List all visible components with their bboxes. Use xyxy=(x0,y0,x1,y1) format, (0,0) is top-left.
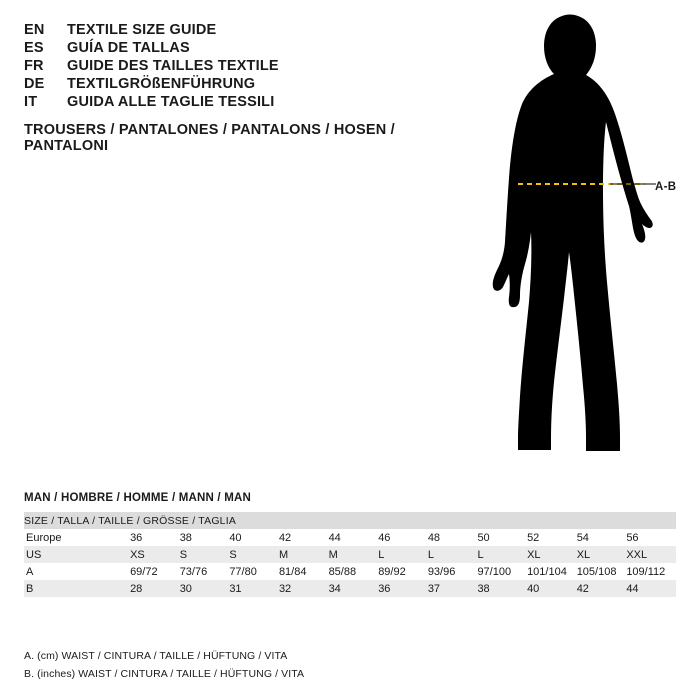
table-header-row xyxy=(24,512,676,529)
cell-value: 85/88 xyxy=(329,563,379,580)
cell-value: 40 xyxy=(229,529,279,546)
cell-value: 48 xyxy=(428,529,478,546)
cell-value: L xyxy=(378,546,428,563)
cell-value: 36 xyxy=(130,529,180,546)
cell-value: 81/84 xyxy=(279,563,329,580)
cell-value: S xyxy=(229,546,279,563)
size-table-section xyxy=(24,492,676,597)
cell-value: 42 xyxy=(577,580,627,597)
cell-value: L xyxy=(477,546,527,563)
measure-label-ab: A-B xyxy=(655,181,677,193)
table-gender-line: MAN / HOMBRE / HOMME / MANN / MAN xyxy=(24,492,252,504)
language-title: GUÍA DE TALLAS xyxy=(67,40,190,56)
language-code: FR xyxy=(24,58,44,74)
cell-value: XS xyxy=(130,546,180,563)
row-label: B xyxy=(24,580,130,597)
cell-value: 30 xyxy=(180,580,230,597)
language-title: TEXTILE SIZE GUIDE xyxy=(67,22,217,38)
language-row xyxy=(24,58,464,74)
cell-value: 36 xyxy=(378,580,428,597)
cell-value: 42 xyxy=(279,529,329,546)
cell-value: 109/112 xyxy=(626,563,676,580)
cell-value: 50 xyxy=(477,529,527,546)
row-label: Europe xyxy=(24,529,130,546)
cell-value: 52 xyxy=(527,529,577,546)
language-title: GUIDE DES TAILLES TEXTILE xyxy=(67,58,279,74)
cell-value: 34 xyxy=(329,580,379,597)
cell-value: 97/100 xyxy=(477,563,527,580)
cell-value: XXL xyxy=(626,546,676,563)
cell-value: 38 xyxy=(477,580,527,597)
cell-value: 40 xyxy=(527,580,577,597)
language-row xyxy=(24,94,464,110)
cell-value: 31 xyxy=(229,580,279,597)
footnote-a: A. (cm) WAIST / CINTURA / TAILLE / HÜFTUNG / VITA xyxy=(24,650,288,662)
language-code: DE xyxy=(24,76,45,92)
table-row xyxy=(24,529,676,546)
language-row xyxy=(24,40,464,56)
cell-value: 54 xyxy=(577,529,627,546)
cell-value: 37 xyxy=(428,580,478,597)
footnote-b: B. (inches) WAIST / CINTURA / TAILLE / HÜFTUNG / VITA xyxy=(24,668,305,680)
cell-value: 44 xyxy=(329,529,379,546)
table-row xyxy=(24,580,676,597)
body-silhouette xyxy=(493,15,653,452)
cell-value: M xyxy=(279,546,329,563)
cell-value: L xyxy=(428,546,478,563)
table-row xyxy=(24,546,676,563)
cell-value: 46 xyxy=(378,529,428,546)
cell-value: 77/80 xyxy=(229,563,279,580)
table-row xyxy=(24,563,676,580)
table-header-label: SIZE / TALLA / TAILLE / GRÖSSE / TAGLIA xyxy=(24,512,676,529)
language-code: EN xyxy=(24,22,45,38)
language-code: IT xyxy=(24,94,38,110)
cell-value: 73/76 xyxy=(180,563,230,580)
row-label: A xyxy=(24,563,130,580)
cell-value: 44 xyxy=(626,580,676,597)
language-row xyxy=(24,22,464,38)
language-title: TEXTILGRÖßENFÜHRUNG xyxy=(67,76,256,92)
cell-value: 105/108 xyxy=(577,563,627,580)
language-row xyxy=(24,76,464,92)
cell-value: 56 xyxy=(626,529,676,546)
garment-type-line: TROUSERS / PANTALONES / PANTALONS / HOSEN / PANTALONI xyxy=(24,122,395,154)
cell-value: 89/92 xyxy=(378,563,428,580)
measurement-footnotes xyxy=(24,650,676,686)
cell-value: XL xyxy=(527,546,577,563)
cell-value: 101/104 xyxy=(527,563,577,580)
cell-value: 69/72 xyxy=(130,563,180,580)
cell-value: 32 xyxy=(279,580,329,597)
size-table xyxy=(24,512,676,597)
cell-value: XL xyxy=(577,546,627,563)
cell-value: 28 xyxy=(130,580,180,597)
size-guide-header xyxy=(24,22,464,154)
cell-value: 38 xyxy=(180,529,230,546)
cell-value: S xyxy=(180,546,230,563)
male-figure-illustration xyxy=(470,10,680,475)
cell-value: 93/96 xyxy=(428,563,478,580)
row-label: US xyxy=(24,546,130,563)
cell-value: M xyxy=(329,546,379,563)
language-title: GUIDA ALLE TAGLIE TESSILI xyxy=(67,94,275,110)
language-code: ES xyxy=(24,40,44,56)
